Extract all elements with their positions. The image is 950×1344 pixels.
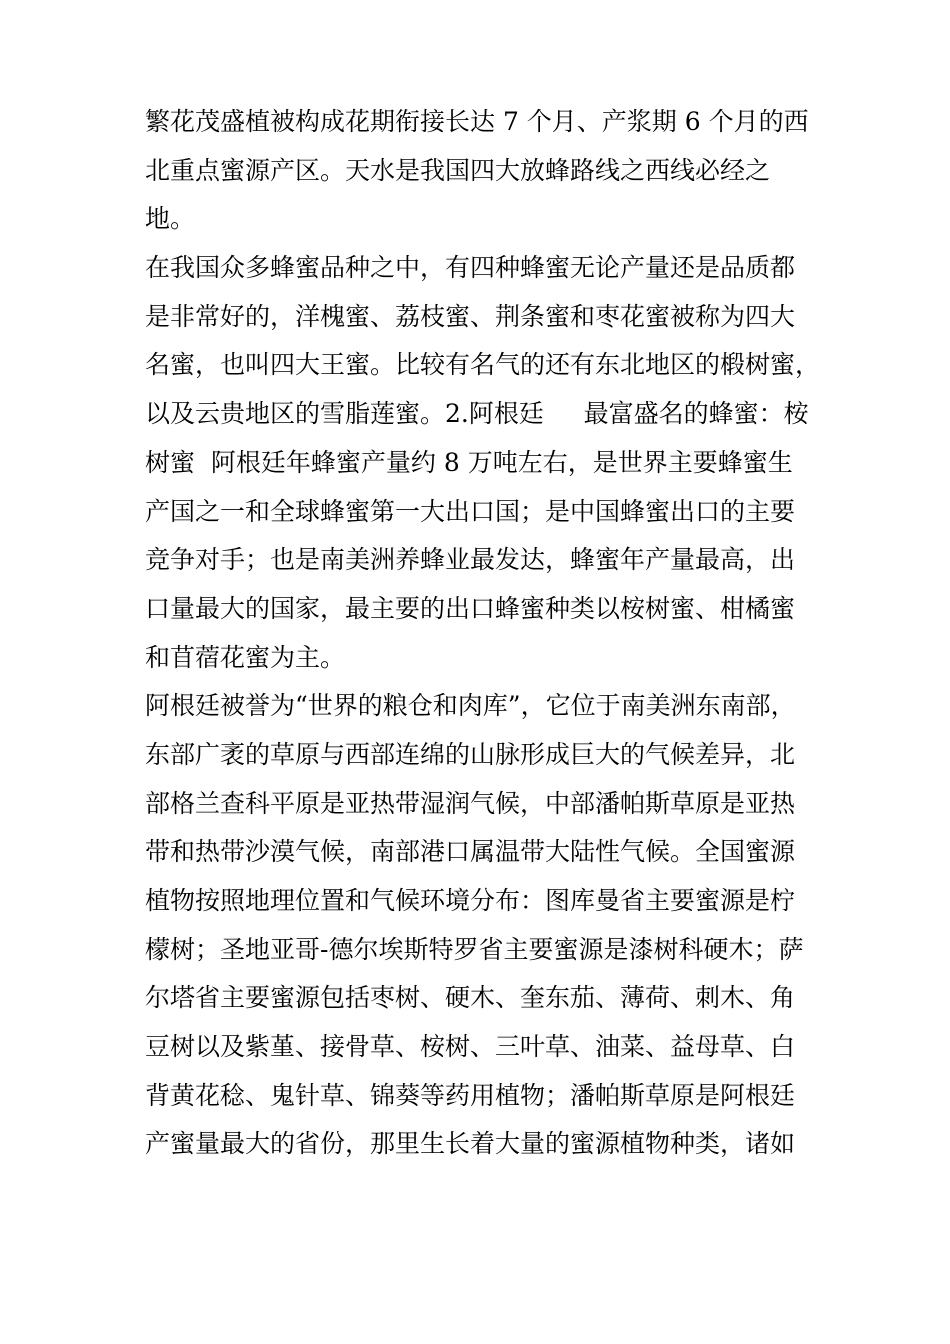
text-line: 繁花茂盛植被构成花期衔接长达 7 个月、产浆期 6 个月的西 bbox=[145, 107, 809, 136]
text-line: 名蜜，也叫四大王蜜。比较有名气的还有东北地区的椴树蜜， bbox=[145, 350, 821, 380]
text-line: 檬树；圣地亚哥-德尔埃斯特罗省主要蜜源是漆树科硬木；萨 bbox=[145, 934, 804, 964]
text-line: 植物按照地理位置和气候环境分布：图库曼省主要蜜源是柠 bbox=[145, 886, 796, 915]
text-line: 尔塔省主要蜜源包括枣树、硬木、奎东茄、薄荷、刺木、角 bbox=[145, 983, 796, 1013]
text-line: 豆树以及紫堇、接骨草、桉树、三叶草、油菜、益母草、白 bbox=[145, 1032, 796, 1062]
text-line: 在我国众多蜂蜜品种之中，有四种蜂蜜无论产量还是品质都 bbox=[145, 253, 796, 283]
body-text bbox=[145, 98, 825, 1169]
text-line: 产蜜量最大的省份，那里生长着大量的蜜源植物种类，诸如 bbox=[145, 1129, 796, 1159]
text-line: 竞争对手；也是南美洲养蜂业最发达，蜂蜜年产量最高，出 bbox=[145, 545, 796, 575]
text-line: 部格兰查科平原是亚热带湿润气候，中部潘帕斯草原是亚热 bbox=[145, 788, 796, 818]
text-line: 是非常好的，洋槐蜜、荔枝蜜、荆条蜜和枣花蜜被称为四大 bbox=[145, 301, 796, 331]
text-line: 地。 bbox=[145, 204, 196, 234]
text-line: 带和热带沙漠气候，南部港口属温带大陆性气候。全国蜜源 bbox=[145, 837, 796, 867]
text-line: 树蜜 阿根廷年蜂蜜产量约 8 万吨左右，是世界主要蜂蜜生 bbox=[145, 447, 793, 477]
text-line: 阿根廷被誉为“世界的粮仓和肉库”，它位于南美洲东南部， bbox=[145, 691, 796, 721]
text-line: 背黄花稔、鬼针草、锦葵等药用植物；潘帕斯草原是阿根廷 bbox=[145, 1080, 796, 1110]
text-line: 以及云贵地区的雪脂莲蜜。2.阿根廷 最富盛名的蜂蜜：桉 bbox=[145, 399, 809, 429]
text-line: 和苜蓿花蜜为主。 bbox=[145, 642, 346, 672]
text-line: 产国之一和全球蜂蜜第一大出口国；是中国蜂蜜出口的主要 bbox=[145, 496, 796, 526]
text-line: 东部广袤的草原与西部连绵的山脉形成巨大的气候差异，北 bbox=[145, 739, 796, 769]
text-line: 口量最大的国家，最主要的出口蜂蜜种类以桉树蜜、柑橘蜜 bbox=[145, 593, 796, 623]
text-line: 北重点蜜源产区。天水是我国四大放蜂路线之西线必经之 bbox=[145, 155, 771, 185]
